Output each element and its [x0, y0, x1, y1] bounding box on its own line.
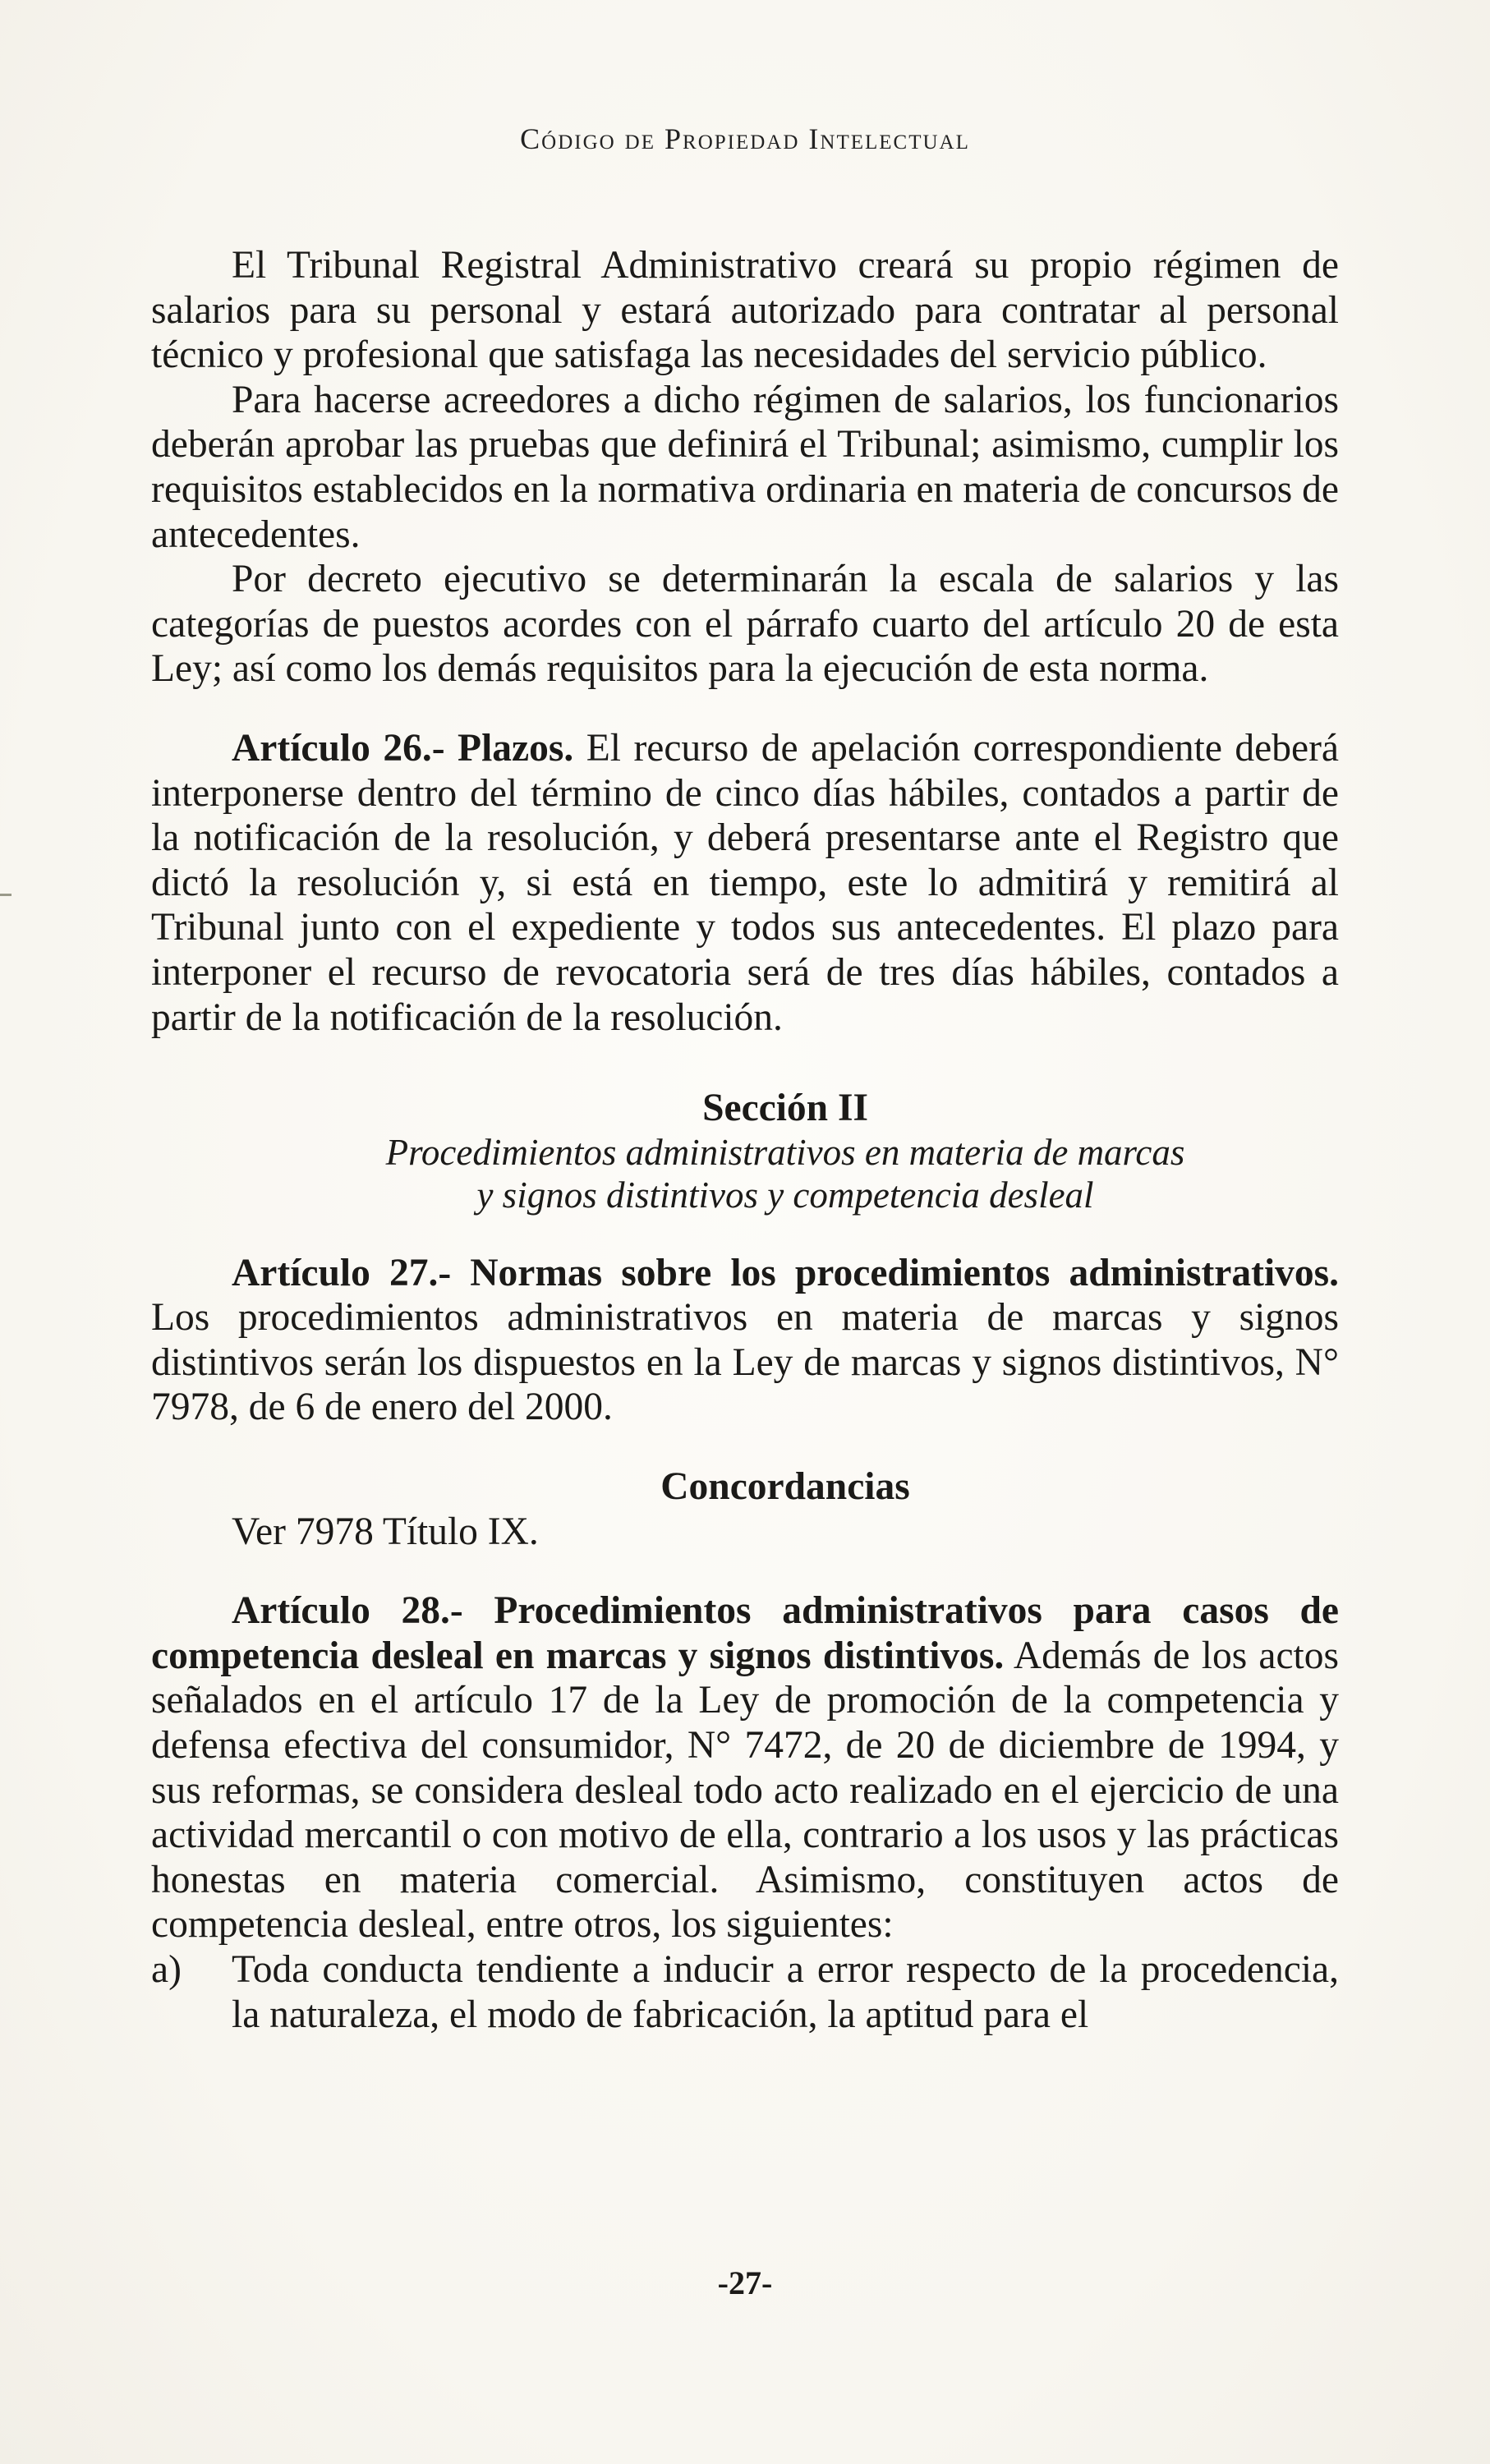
article-27-title: Artículo 27.- Normas sobre los procedimientos administrativos.: [232, 1251, 1339, 1294]
article-27: [151, 1251, 1339, 1430]
paragraph-executive-decree: Por decreto ejecutivo se determinarán la escala de salarios y las categorías de puestos acordes con el párrafo cuarto del artículo 20 de esta Ley; así como los demás requisitos para la ejecución de esta norma.: [151, 558, 1339, 691]
article-26-title: Artículo 26.- Plazos.: [232, 726, 574, 770]
list-item-text: Toda conducta tendiente a inducir a error respecto de la procedencia, la naturaleza, el modo de fabricación, la aptitud para el: [232, 1948, 1339, 2036]
page-number: -27-: [717, 2264, 773, 2301]
margin-mark: [0, 894, 11, 896]
article-28-text: Además de los actos señalados en el artículo 17 de la Ley de promoción de la competencia y defensa efectiva del consumidor, N° 7472, de 20 de diciembre de 1994, y sus reformas, se considera desleal todo acto realizado en el ejercicio de una actividad mercantil o con motivo de ella, contrario a los usos y las prácticas honestas en materia comercial. Asimismo, constituyen actos de competencia desleal, entre otros, los siguientes:: [151, 1634, 1339, 1947]
concordancias-text: Ver 7978 Título IX.: [232, 1510, 539, 1553]
article-28: [151, 1588, 1339, 1947]
paragraph-salary-requirements: Para hacerse acreedores a dicho régimen de salarios, los funcionarios deberán aprobar las pruebas que definirá el Tribunal; asimismo, cumplir los requisitos establecidos en la normativa ordinaria en materia de concursos de antecedentes.: [151, 378, 1339, 556]
section-heading: Sección II: [702, 1087, 868, 1130]
concordancias-heading: Concordancias: [660, 1465, 910, 1509]
paragraph-salary-regime: El Tribunal Registral Administrativo creará su propio régimen de salarios para su personal y estará autorizado para contratar al personal técnico y profesional que satisfaga las necesidades del servicio público.: [151, 244, 1339, 377]
list-item: [151, 1947, 1339, 2037]
section-subtitle-line1: Procedimientos administrativos en materia de marcas: [385, 1131, 1185, 1173]
list-item-marker: a): [151, 1948, 182, 1991]
running-header: Código de Propiedad Intelectual: [520, 122, 970, 155]
article-26: [151, 726, 1339, 1040]
article-27-text: Los procedimientos administrativos en materia de marcas y signos distintivos serán los dispuestos en la Ley de marcas y signos distintivos, N° 7978, de 6 de enero del 2000.: [151, 1296, 1339, 1429]
section-subtitle-line2: y signos distintivos y competencia desleal: [476, 1174, 1094, 1216]
article-26-text: El recurso de apelación correspondiente deberá interponerse dentro del término de cinco días hábiles, contados a partir de la notificación de la resolución, y deberá presentarse ante el Registro que dictó la resolución y, si está en tiempo, este lo admitirá y remitirá al Tribunal junto con el expediente y todos sus antecedentes. El plazo para interponer el recurso de revocatoria será de tres días hábiles, contados a partir de la notificación de la resolución.: [151, 726, 1339, 1039]
article-28-title: Artículo 28.- Procedimientos administrativos para casos de competencia desleal en marcas y signos distintivos.: [151, 1589, 1339, 1677]
page-body: [151, 243, 1339, 2037]
